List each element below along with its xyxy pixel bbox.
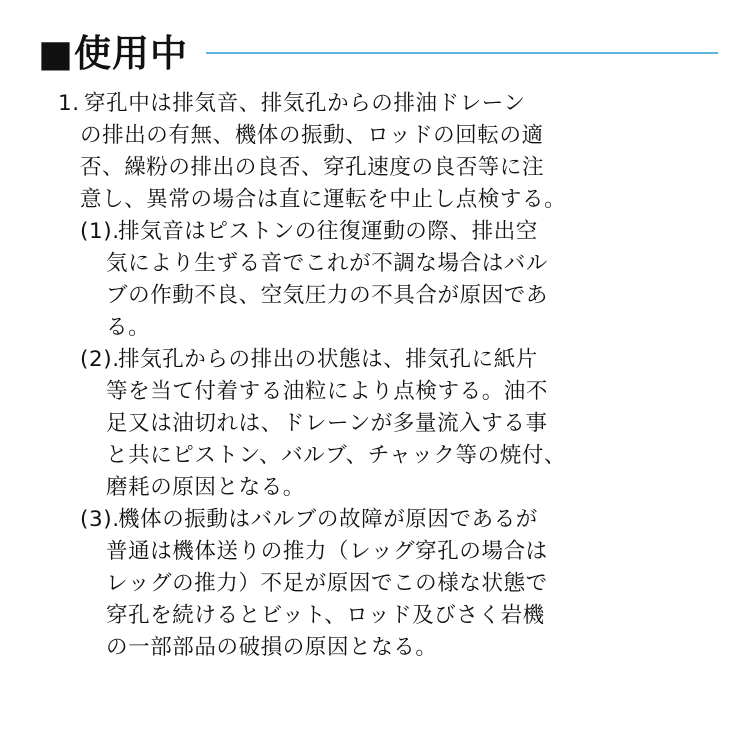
text-line: 普通は機体送りの推力（レッグ穿孔の場合は <box>106 539 548 564</box>
section-heading <box>38 22 718 78</box>
section-title: ■使用中 <box>38 32 188 75</box>
text-line: 排気孔からの排出の状態は、排気孔に紙片 <box>118 347 538 372</box>
text-line: ブの作動不良、空気圧力の不具合が原因であ <box>106 283 549 308</box>
instruction-text <box>58 88 718 664</box>
text-line: 排気音はピストンの往復運動の際、排出空 <box>118 219 538 244</box>
text-line: 意し、異常の場合は直に運転を中止し点検する。 <box>80 187 567 212</box>
text-line: の一部部品の破損の原因となる。 <box>106 635 438 660</box>
sub-paragraph-3 <box>80 504 718 664</box>
paragraph-number: 1. <box>58 91 80 116</box>
sub-paragraph-number: (2). <box>80 347 120 372</box>
text-line: 等を当て付着する油粒により点検する。油不 <box>106 379 549 404</box>
text-line: の排出の有無、機体の振動、ロッドの回転の適 <box>80 123 544 148</box>
text-line: 足又は油切れは、ドレーンが多量流入する事 <box>106 411 548 436</box>
heading-divider-line <box>206 52 718 54</box>
sub-paragraph-number: (1). <box>80 219 120 244</box>
text-line: 穿孔中は排気音、排気孔からの排油ドレーン <box>84 91 526 116</box>
sub-paragraph-1 <box>80 216 718 344</box>
text-line: 否、繰粉の排出の良否、穿孔速度の良否等に注 <box>80 155 545 180</box>
text-line: レッグの推力）不足が原因でこの様な状態で <box>106 571 548 596</box>
text-line: 機体の振動はバルブの故障が原因であるが <box>118 507 538 532</box>
text-line: る。 <box>106 315 151 340</box>
text-line: 磨耗の原因となる。 <box>106 475 305 500</box>
sub-paragraph-number: (3). <box>80 507 120 532</box>
sub-paragraph-2 <box>80 344 718 504</box>
text-line: 穿孔を続けるとビット、ロッド及びさく岩機 <box>106 603 545 628</box>
paragraph-1 <box>58 88 718 216</box>
text-line: と共にピストン、バルブ、チャック等の焼付、 <box>106 443 567 468</box>
text-line: 気により生ずる音でこれが不調な場合はバル <box>106 251 549 276</box>
